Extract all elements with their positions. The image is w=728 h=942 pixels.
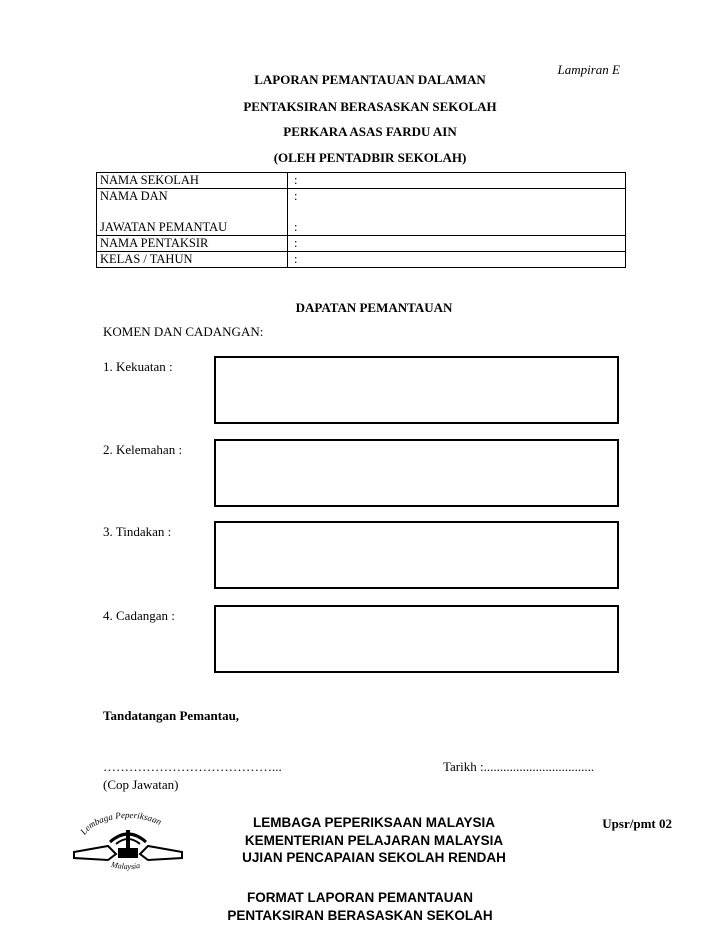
- komen-label: KOMEN DAN CADANGAN:: [103, 324, 264, 339]
- item-label-tindakan: 3. Tindakan :: [103, 524, 172, 539]
- info-colon: :: [294, 220, 298, 234]
- info-label: KELAS / TAHUN: [97, 252, 288, 268]
- info-row-pentaksir: [97, 236, 626, 252]
- logo-arc-text-bottom: Malaysia: [110, 859, 141, 872]
- footer-line-2: KEMENTERIAN PELAJARAN MALAYSIA: [244, 833, 504, 848]
- svg-text:Lembaga Peperiksaan: [78, 810, 164, 837]
- kekuatan-textbox[interactable]: [214, 356, 619, 424]
- info-row-nama-sekolah: [97, 173, 626, 189]
- footer-line-1: LEMBAGA PEPERIKSAAN MALAYSIA: [252, 815, 496, 830]
- title-line-1: LAPORAN PEMANTAUAN DALAMAN: [254, 72, 486, 87]
- info-row-kelas: [97, 252, 626, 268]
- footer-line-3: UJIAN PENCAPAIAN SEKOLAH RENDAH: [242, 850, 506, 865]
- tarikh-field[interactable]: Tarikh :..................................: [443, 759, 595, 774]
- lembaga-logo: [68, 810, 188, 876]
- cadangan-textbox[interactable]: [214, 605, 619, 673]
- info-label: JAWATAN PEMANTAU: [100, 220, 228, 234]
- info-value-field[interactable]: :: [288, 236, 626, 252]
- info-label-multi: [97, 189, 288, 236]
- kelemahan-textbox[interactable]: [214, 439, 619, 507]
- logo-arc-text-top: Lembaga Peperiksaan: [78, 810, 164, 837]
- info-row-jawatan: [97, 189, 626, 236]
- info-value-field[interactable]: :: [288, 252, 626, 268]
- item-label-kekuatan: 1. Kekuatan :: [103, 359, 173, 374]
- info-value-field[interactable]: :: [288, 173, 626, 189]
- tindakan-textbox[interactable]: [214, 521, 619, 589]
- info-colon: :: [294, 189, 298, 203]
- signature-line[interactable]: …………………………………...: [103, 759, 282, 774]
- info-label: NAMA SEKOLAH: [97, 173, 288, 189]
- cop-jawatan-label: (Cop Jawatan): [103, 777, 179, 792]
- svg-text:Malaysia: [109, 860, 140, 871]
- lampiran-label: Lampiran E: [557, 62, 620, 77]
- info-label: NAMA DAN: [100, 189, 168, 203]
- title-line-3: PERKARA ASAS FARDU AIN: [283, 124, 457, 139]
- info-label: NAMA PENTAKSIR: [97, 236, 288, 252]
- info-value-field[interactable]: [288, 189, 626, 236]
- item-label-cadangan: 4. Cadangan :: [103, 608, 175, 623]
- format-line-2: PENTAKSIRAN BERASASKAN SEKOLAH: [227, 908, 493, 923]
- title-line-2: PENTAKSIRAN BERASASKAN SEKOLAH: [243, 99, 497, 114]
- section-heading: DAPATAN PEMANTAUAN: [295, 300, 453, 315]
- lembaga-logo-icon: [68, 810, 188, 876]
- info-table: [96, 172, 626, 268]
- form-code: Upsr/pmt 02: [602, 816, 672, 831]
- title-line-4: (OLEH PENTADBIR SEKOLAH): [273, 150, 467, 165]
- format-line-1: FORMAT LAPORAN PEMANTAUAN: [247, 890, 473, 905]
- signature-label: Tandatangan Pemantau,: [103, 708, 240, 723]
- item-label-kelemahan: 2. Kelemahan :: [103, 442, 183, 457]
